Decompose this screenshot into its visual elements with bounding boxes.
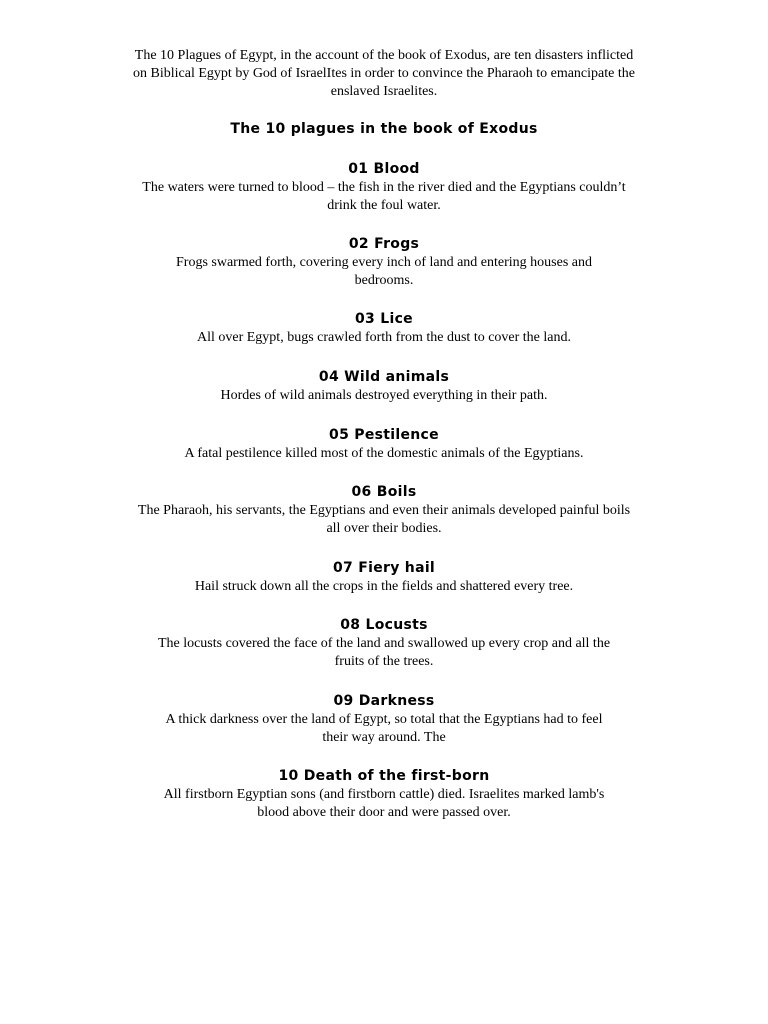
plague-heading: 10 Death of the first-born [278, 768, 490, 784]
plague-description: The locusts covered the face of the land and swallowed up every crop and all the fruits of the trees. [157, 636, 611, 669]
plague-10 [130, 766, 638, 822]
document-title: The 10 plagues in the book of Exodus [230, 121, 538, 137]
plague-01 [130, 159, 638, 215]
plague-08 [130, 615, 638, 671]
plague-heading: 03 Lice [355, 311, 413, 327]
plague-heading: 08 Locusts [340, 617, 428, 633]
plague-heading: 09 Darkness [333, 693, 435, 709]
plague-02 [130, 234, 638, 290]
plague-description: Hordes of wild animals destroyed everything in their path. [220, 388, 548, 403]
plague-heading: 05 Pestilence [329, 427, 439, 443]
plague-03 [130, 309, 638, 347]
plague-description: A fatal pestilence killed most of the domestic animals of the Egyptians. [184, 446, 584, 461]
plague-heading: 04 Wild animals [318, 369, 450, 385]
intro-paragraph: The 10 Plagues of Egypt, in the account of the book of Exodus, are ten disasters inflicted on Biblical Egypt by God of IsraelItes in order to convince the Pharaoh to emancipate the enslaved Israelites. [133, 48, 635, 99]
plague-description: Hail struck down all the crops in the fields and shattered every tree. [194, 579, 574, 594]
plague-description: Frogs swarmed forth, covering every inch of land and entering houses and bedrooms. [176, 255, 592, 288]
plague-06 [130, 482, 638, 538]
plague-description: The waters were turned to blood – the fish in the river died and the Egyptians couldn’t drink the foul water. [142, 180, 626, 213]
plague-description: All over Egypt, bugs crawled forth from the dust to cover the land. [196, 330, 571, 345]
plague-heading: 07 Fiery hail [332, 560, 436, 576]
plague-description: The Pharaoh, his servants, the Egyptians and even their animals developed painful boils all over their bodies. [137, 503, 631, 536]
plague-04 [130, 367, 638, 405]
plague-description: All firstborn Egyptian sons (and firstborn cattle) died. Israelites marked lamb's blood above their door and were passed over. [163, 787, 605, 820]
plague-description: A thick darkness over the land of Egypt, so total that the Egyptians had to feel their way around. The [165, 712, 603, 745]
plague-05 [130, 425, 638, 463]
plague-heading: 01 Blood [348, 161, 420, 177]
plague-09 [130, 691, 638, 747]
plague-heading: 06 Boils [351, 484, 417, 500]
plague-07 [130, 558, 638, 596]
plague-heading: 02 Frogs [348, 236, 420, 252]
